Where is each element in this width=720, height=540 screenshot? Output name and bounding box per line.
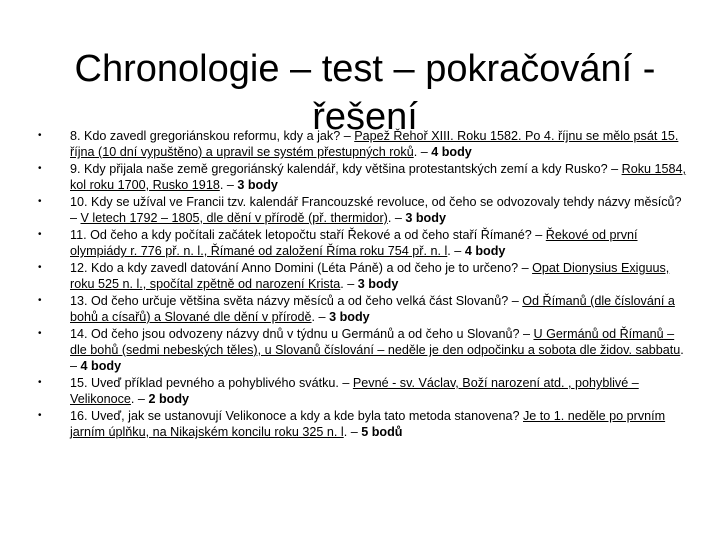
bullet: • [38,328,42,339]
points: 4 body [431,145,472,159]
separator: . – [343,425,362,439]
points: 3 body [329,310,370,324]
answer-item-9 [38,161,690,193]
answer-item-11 [38,227,690,259]
answer-item-16 [38,408,690,440]
answer-text: U Germánů od Římanů – dle bohů (sedmi nebeských těles), u Slovanů číslování – neděle je den odpočinku a sobota dle židov. sabbatu [70,327,681,357]
question-text: 15. Uveď příklad pevného a pohyblivého svátku. – [70,376,353,390]
answer-text: Od Římanů (dle číslování a bohů a císařů) a Slované dle dění v přírodě [70,294,675,324]
points: 3 body [405,211,446,225]
bullet: • [38,130,42,141]
bullet: • [38,262,42,273]
answer-text: Papež Řehoř XIII. Roku 1582. Po 4. říjnu se mělo psát 15. října (10 dní vypuštěno) a upravil se systém přestupných roků [70,129,679,159]
answer-item-14 [38,326,690,374]
separator: . – [311,310,330,324]
answer-text: Je to 1. neděle po prvním jarním úplňku, na Nikajském koncilu roku 325 n. l [70,409,666,439]
question-text: 16. Uveď, jak se ustanovují Velikonoce a kdy a kde byla tato metoda stanovena? [70,409,523,423]
answer-item-13 [38,293,690,325]
separator: . – [387,211,406,225]
points: 2 body [148,392,190,406]
bullet: • [38,377,42,388]
answer-text: Pevné - sv. Václav, Boží narození atd. , pohyblivé – Velikonoce [70,376,639,406]
question-text: 13. Od čeho určuje většina světa názvy měsíců a od čeho velká část Slovanů? – [70,294,523,308]
question-text: 10. Kdy se užíval ve Francii tzv. kalendář Francouzské revoluce, od čeho se odvozovaly tehdy názvy měsíců? – [70,195,682,225]
points: 5 bodů [361,425,403,439]
points: 4 body [464,244,506,258]
question-text: 11. Od čeho a kdy počítali začátek letopočtu staří Řekové a od čeho staří Římané? – [70,228,546,242]
separator: . – [413,145,432,159]
answer-text: Opat Dionysius Exiguus, roku 525 n. l., spočítal zpětně od narození Krista [70,261,670,291]
bullet: • [38,163,42,174]
question-text: 9. Kdy přijala naše země gregoriánský kalendář, kdy většina protestantských zemí a kdy Rusko? – [70,162,622,176]
answer-item-15 [38,375,690,407]
points: 3 body [357,277,399,291]
separator: . – [219,178,238,192]
separator: . – [130,392,149,406]
slide-title: Chronologie – test – pokračování - řešení [74,48,656,139]
question-text: 14. Od čeho jsou odvozeny názvy dnů v týdnu u Germánů a od čeho u Slovanů? – [70,327,534,341]
answer-item-10 [38,194,690,226]
answer-text: Roku 1584, kol roku 1700, Rusko 1918 [70,162,687,192]
points: 3 body [237,178,278,192]
answer-text: Řekové od první olympiády r. 776 př. n. l., Římané od založení Říma roku 754 př. n. l [70,228,638,258]
points: 4 body [80,359,122,373]
separator: . – [70,343,684,373]
question-text: 8. Kdo zavedl gregoriánskou reformu, kdy a jak? – [70,129,355,143]
bullet: • [38,196,42,207]
bullet: • [38,410,42,421]
bullet: • [38,229,42,240]
bullet: • [38,295,42,306]
answer-list [38,128,690,441]
separator: . – [447,244,465,258]
question-text: 12. Kdo a kdy zavedl datování Anno Domini (Léta Páně) a od čeho je to určeno? – [70,261,533,275]
answer-text: V letech 1792 – 1805, dle dění v přírodě (př. thermidor) [80,211,388,225]
answer-item-8 [38,128,690,160]
answer-item-12 [38,260,690,292]
separator: . – [340,277,358,291]
